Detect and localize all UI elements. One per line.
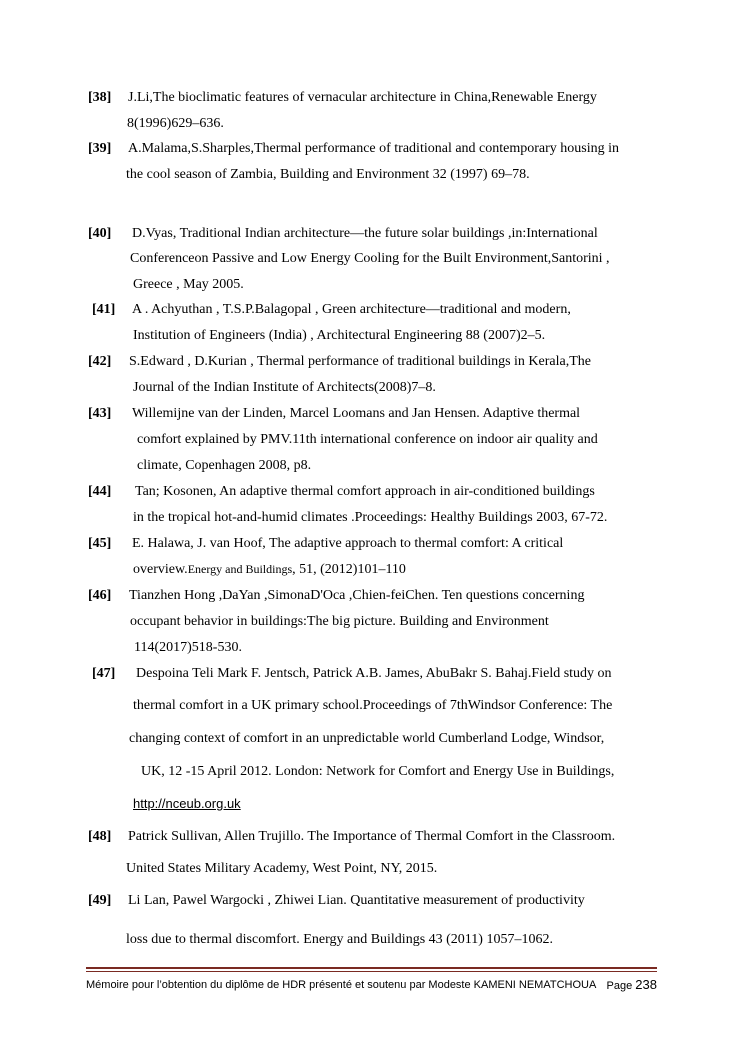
reference-line: D.Vyas, Traditional Indian architecture—the future solar buildings ,in:International bbox=[132, 226, 598, 241]
reference-number: [47] bbox=[92, 666, 116, 681]
reference-number: [44] bbox=[88, 484, 112, 499]
reference-line: occupant behavior in buildings:The big picture. Building and Environment bbox=[130, 614, 549, 629]
reference-number: [48] bbox=[88, 829, 112, 844]
reference-line: the cool season of Zambia, Building and Environment 32 (1997) 69–78. bbox=[126, 167, 530, 182]
reference-line: 114(2017)518-530. bbox=[134, 640, 242, 655]
reference-line: Willemijne van der Linden, Marcel Loomans and Jan Hensen. Adaptive thermal bbox=[132, 406, 581, 421]
reference-number: [46] bbox=[88, 588, 112, 603]
reference-line: 8(1996)629–636. bbox=[127, 116, 224, 131]
reference-line: UK, 12 -15 April 2012. London: Network for Comfort and Energy Use in Buildings, bbox=[141, 764, 615, 779]
reference-line: E. Halawa, J. van Hoof, The adaptive approach to thermal comfort: A critical bbox=[132, 536, 564, 551]
reference-line: A.Malama,S.Sharples,Thermal performance of traditional and contemporary housing in bbox=[128, 141, 620, 156]
reference-number: [42] bbox=[88, 354, 112, 369]
reference-line: Li Lan, Pawel Wargocki , Zhiwei Lian. Quantitative measurement of productivity bbox=[128, 893, 585, 908]
reference-line: loss due to thermal discomfort. Energy and Buildings 43 (2011) 1057–1062. bbox=[126, 932, 553, 947]
reference-line: Despoina Teli Mark F. Jentsch, Patrick A.B. James, AbuBakr S. Bahaj.Field study on bbox=[136, 666, 612, 681]
page-footer bbox=[86, 977, 657, 995]
footer-rule-thin bbox=[86, 971, 657, 972]
reference-number: [40] bbox=[88, 226, 112, 241]
reference-number: [39] bbox=[88, 141, 112, 156]
reference-number: [43] bbox=[88, 406, 112, 421]
reference-line: Institution of Engineers (India) , Architectural Engineering 88 (2007)2–5. bbox=[133, 328, 546, 343]
reference-number: [49] bbox=[88, 893, 112, 908]
reference-link[interactable]: http://nceub.org.uk bbox=[133, 796, 241, 811]
reference-line: in the tropical hot-and-humid climates .Proceedings: Healthy Buildings 2003, 67-72. bbox=[133, 510, 608, 525]
reference-number: [38] bbox=[88, 90, 112, 105]
reference-line: Patrick Sullivan, Allen Trujillo. The Importance of Thermal Comfort in the Classroom. bbox=[128, 829, 616, 844]
reference-line: climate, Copenhagen 2008, p8. bbox=[137, 458, 312, 473]
reference-line: Greece , May 2005. bbox=[133, 277, 244, 292]
reference-line: overview.Energy and Buildings, 51, (2012)101–110 bbox=[133, 562, 406, 577]
reference-line: thermal comfort in a UK primary school.Proceedings of 7thWindsor Conference: The bbox=[133, 698, 613, 713]
reference-line: Tianzhen Hong ,DaYan ,SimonaD'Oca ,Chien-feiChen. Ten questions concerning bbox=[129, 588, 585, 603]
page-number: 238 bbox=[635, 977, 657, 992]
footer-rule bbox=[86, 967, 657, 969]
reference-line: S.Edward , D.Kurian , Thermal performance of traditional buildings in Kerala,The bbox=[129, 354, 591, 369]
page-label: Page bbox=[606, 980, 633, 992]
page-indicator bbox=[607, 977, 657, 992]
reference-line: J.Li,The bioclimatic features of vernacular architecture in China,Renewable Energy bbox=[128, 90, 597, 105]
reference-number: [45] bbox=[88, 536, 112, 551]
reference-line: changing context of comfort in an unpredictable world Cumberland Lodge, Windsor, bbox=[129, 731, 605, 746]
reference-line: A . Achyuthan , T.S.P.Balagopal , Green architecture—traditional and modern, bbox=[132, 302, 571, 317]
reference-number: [41] bbox=[92, 302, 116, 317]
reference-line: Conferenceon Passive and Low Energy Cooling for the Built Environment,Santorini , bbox=[130, 251, 610, 266]
footer-text: Mémoire pour l’obtention du diplôme de HDR présenté et soutenu par Modeste KAMENI NEMATCHOUA bbox=[86, 979, 597, 991]
reference-line: United States Military Academy, West Point, NY, 2015. bbox=[126, 861, 438, 876]
reference-line: comfort explained by PMV.11th international conference on indoor air quality and bbox=[137, 432, 598, 447]
reference-line: Tan; Kosonen, An adaptive thermal comfort approach in air-conditioned buildings bbox=[135, 484, 595, 499]
reference-line: Journal of the Indian Institute of Architects(2008)7–8. bbox=[133, 380, 436, 395]
